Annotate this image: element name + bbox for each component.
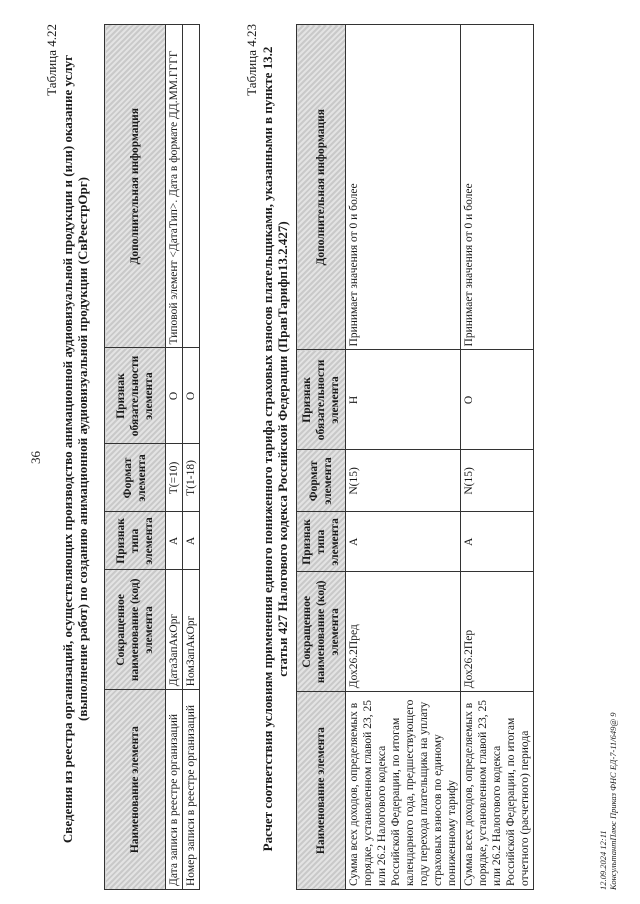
header-additional-info: Дополнительная информация xyxy=(297,25,346,350)
footer xyxy=(598,670,618,890)
cell-additional-info: Принимает значения от 0 и более xyxy=(461,25,534,350)
table2-header-row xyxy=(297,25,346,890)
cell-additional-info xyxy=(183,25,200,349)
table1-header-row xyxy=(105,25,166,890)
cell-type: А xyxy=(166,512,183,570)
cell-format: T(=10) xyxy=(166,444,183,512)
cell-type: А xyxy=(346,512,461,572)
header-type: Признак типа элемента xyxy=(105,512,166,570)
table1-title-line1: Сведения из реестра организаций, осуществляющих производство анимационной аудиовизуальной продукции и (или) оказание услуг xyxy=(60,54,75,844)
cell-short-name: ДатаЗапАкОрг xyxy=(166,570,183,690)
cell-type: А xyxy=(183,512,200,570)
header-element-name: Наименование элемента xyxy=(105,690,166,890)
cell-element-name: Номер записи в реестре организаций xyxy=(183,690,200,890)
table1 xyxy=(104,24,200,890)
cell-required: О xyxy=(166,348,183,444)
cell-short-name: Дох26.2Пред xyxy=(346,572,461,692)
table-row xyxy=(183,25,200,890)
cell-short-name: НомЗапАкОрг xyxy=(183,570,200,690)
cell-short-name: Дох26.2Пер xyxy=(461,572,534,692)
table2 xyxy=(296,24,534,890)
table1-title-line2: (выполнение работ) по созданию анимационной аудиовизуальной продукции (СвРеестрОрг) xyxy=(75,177,90,721)
table-row xyxy=(346,25,461,890)
cell-element-name: Дата записи в реестре организаций xyxy=(166,690,183,890)
cell-required: О xyxy=(461,350,534,450)
header-type: Признак типа элемента xyxy=(297,512,346,572)
cell-type: А xyxy=(461,512,534,572)
footer-timestamp: 12.09.2024 12:11 xyxy=(598,830,608,890)
cell-additional-info: Типовой элемент <ДатаТип>. Дата в формате ДД.ММ.ГГГГ xyxy=(166,25,183,349)
cell-format: N(15) xyxy=(346,450,461,512)
cell-element-name: Сумма всех доходов, определяемых в порядке, установленном главой 23, 25 или 26.2 Налогового кодекса Российской Федерации, по итогам календарного года, предшествующего году перехода плательщика на уплату страховых взносов по единому пониженному тарифу xyxy=(346,692,461,890)
table-row xyxy=(461,25,534,890)
header-short-name: Сокращенное наименование (код) элемента xyxy=(297,572,346,692)
table1-title xyxy=(60,24,90,874)
header-required: Признак обязательности элемента xyxy=(105,348,166,444)
cell-additional-info: Принимает значения от 0 и более xyxy=(346,25,461,350)
table2-title-line2: статьи 427 Налогового кодекса Российской Федерации (ПравТарифп13.2.427) xyxy=(275,221,290,677)
header-element-name: Наименование элемента xyxy=(297,692,346,890)
table2-title-line1: Расчет соответствия условиям применения единого пониженного тарифа страховых взносов плательщиками, указанными в пункте 13.2 xyxy=(260,46,275,852)
header-format: Формат элемента xyxy=(105,444,166,512)
header-additional-info: Дополнительная информация xyxy=(105,25,166,349)
cell-format: N(15) xyxy=(461,450,534,512)
header-required: Признак обязательности элемента xyxy=(297,350,346,450)
table1-label: Таблица 4.22 xyxy=(44,24,59,96)
header-short-name: Сокращенное наименование (код) элемента xyxy=(105,570,166,690)
table2-label: Таблица 4.23 xyxy=(244,24,259,96)
cell-element-name: Сумма всех доходов, определяемых в порядке, установленном главой 23, 25 или 26.2 Налогового кодекса Российской Федерации, по итогам отчетного (расчетного) периода xyxy=(461,692,534,890)
table2-title xyxy=(260,24,290,874)
footer-source: КонсультантПлюс Приказ ФНС ЕД-7-11/649@ 9 xyxy=(608,712,618,890)
cell-format: T(1-18) xyxy=(183,444,200,512)
cell-required: Н xyxy=(346,350,461,450)
header-format: Формат элемента xyxy=(297,450,346,512)
cell-required: О xyxy=(183,348,200,444)
table-row xyxy=(166,25,183,890)
page-number: 36 xyxy=(28,451,43,464)
